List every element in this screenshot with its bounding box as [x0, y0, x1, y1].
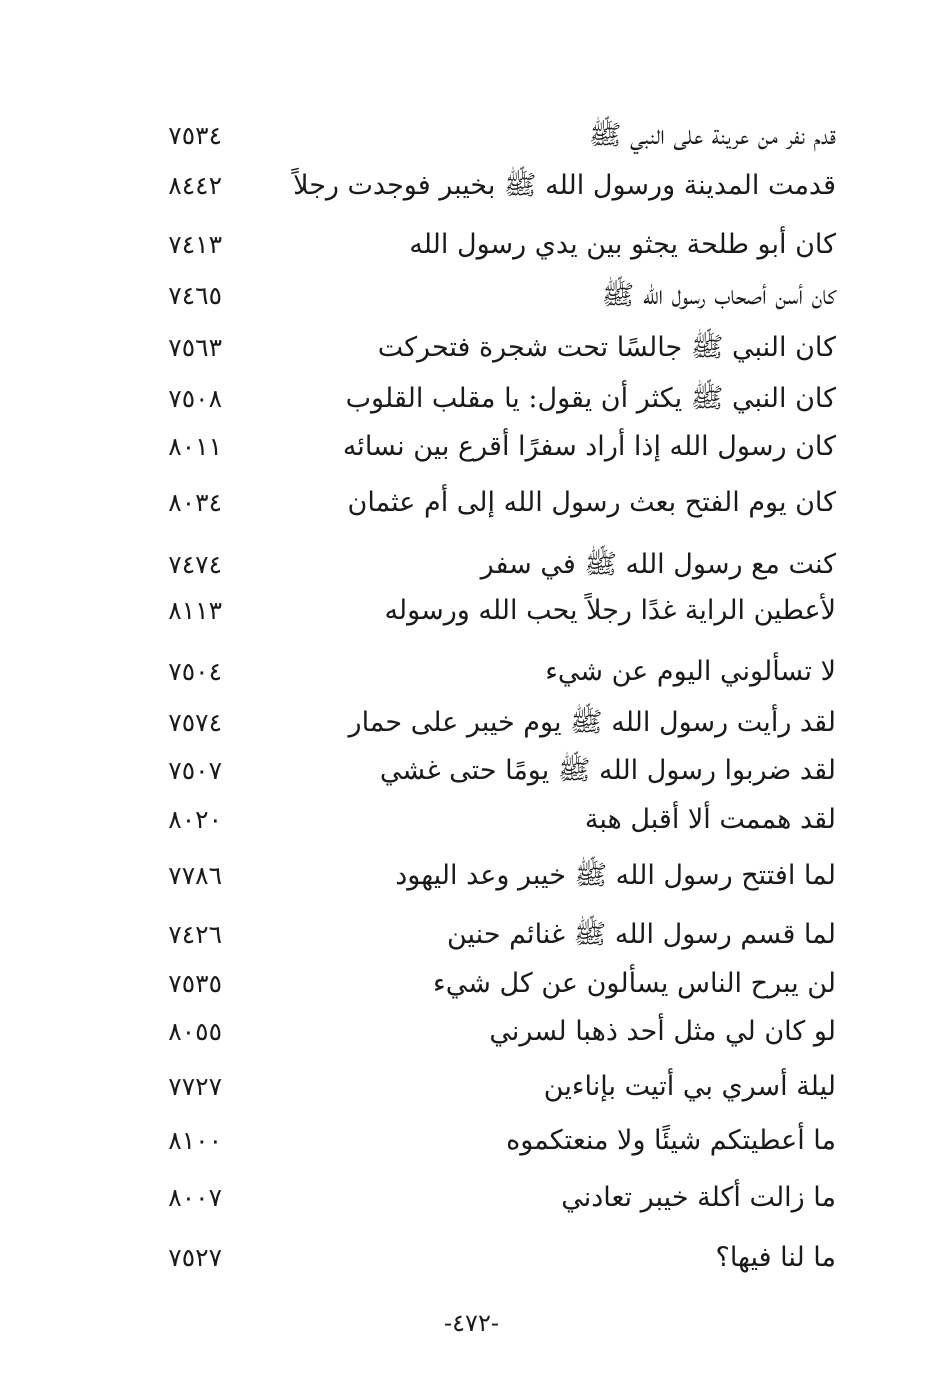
index-entry — [0, 649, 943, 695]
page-number: -٤٧٢- — [444, 1309, 499, 1337]
hadith-number: ٧٤٧٤ — [168, 550, 222, 579]
hadith-opening-text: لقد رأيت رسول الله ﷺ يوم خيبر على حمار — [348, 707, 836, 738]
hadith-number: ٨٠٥٥ — [168, 1017, 222, 1046]
index-entry — [0, 853, 943, 899]
index-entry — [0, 273, 943, 319]
hadith-opening-text: لما قسم رسول الله ﷺ غنائم حنين — [446, 919, 836, 950]
index-entry — [0, 961, 943, 1007]
hadith-opening-text: لن يبرح الناس يسألون عن كل شيء — [433, 968, 836, 999]
hadith-opening-text: كان رسول الله إذا أراد سفرًا أقرع بين نسائه — [342, 431, 836, 462]
index-entry — [0, 1009, 943, 1055]
hadith-number: ٨٤٤٢ — [168, 171, 222, 200]
hadith-number: ٧٥٧٤ — [168, 708, 222, 737]
hadith-opening-text: لما افتتح رسول الله ﷺ خيبر وعد اليهود — [395, 860, 836, 891]
index-entry — [0, 325, 943, 371]
index-entry — [0, 480, 943, 526]
hadith-number: ٨٠٣٤ — [168, 488, 222, 517]
index-entry — [0, 1235, 943, 1281]
hadith-opening-text: لقد هممت ألا أقبل هبة — [584, 804, 836, 835]
hadith-opening-text: ليلة أسري بي أتيت بإناءين — [543, 1071, 836, 1102]
index-entry — [0, 912, 943, 958]
hadith-opening-text: لقد ضربوا رسول الله ﷺ يومًا حتى غشي — [379, 755, 836, 786]
index-entry — [0, 163, 943, 209]
index-entry — [0, 542, 943, 588]
hadith-number: ٨١٠٠ — [168, 1126, 222, 1155]
hadith-opening-text: لأعطين الراية غدًا رجلاً يحب الله ورسوله — [384, 595, 836, 626]
hadith-number: ٧٥٠٨ — [168, 384, 222, 413]
hadith-opening-text: قدمت المدينة ورسول الله ﷺ بخيبر فوجدت رجلاً — [293, 170, 836, 201]
hadith-opening-text: ما زالت أكلة خيبر تعادني — [561, 1182, 836, 1213]
hadith-number: ٧٤٢٦ — [168, 920, 222, 949]
index-entry — [0, 424, 943, 470]
hadith-number: ٨١١٣ — [168, 596, 222, 625]
hadith-number: ٨٠٠٧ — [168, 1183, 222, 1212]
hadith-opening-text: ما أعطيتكم شيئًا ولا منعتكموه — [506, 1125, 836, 1156]
hadith-opening-text: ما لنا فيها؟ — [715, 1242, 836, 1273]
hadith-number: ٧٤٦٥ — [168, 281, 222, 310]
index-entry — [0, 748, 943, 794]
hadith-opening-text: كان النبي ﷺ جالسًا تحت شجرة فتحركت — [377, 332, 836, 363]
hadith-opening-text: قدم نفر من عرينة على النبي ﷺ — [588, 120, 836, 151]
hadith-opening-text: كان يوم الفتح بعث رسول الله إلى أم عثمان — [347, 487, 836, 518]
index-entry — [0, 797, 943, 843]
index-entry — [0, 700, 943, 746]
hadith-opening-text: كان أسن أصحاب رسول الله ﷺ — [601, 280, 836, 311]
hadith-number: ٨٠١١ — [168, 432, 222, 461]
hadith-opening-text: كان النبي ﷺ يكثر أن يقول: يا مقلب القلوب — [345, 383, 836, 414]
hadith-number: ٧٥٣٥ — [168, 969, 222, 998]
index-entry — [0, 113, 943, 159]
index-entry — [0, 1118, 943, 1164]
hadith-opening-text: لو كان لي مثل أحد ذهبا لسرني — [489, 1016, 836, 1047]
hadith-number: ٧٥٢٧ — [168, 1243, 222, 1272]
hadith-number: ٧٧٨٦ — [168, 861, 222, 890]
hadith-number: ٧٧٢٧ — [168, 1072, 222, 1101]
hadith-opening-text: لا تسألوني اليوم عن شيء — [545, 656, 836, 687]
hadith-opening-text: كنت مع رسول الله ﷺ في سفر — [480, 549, 836, 580]
hadith-number: ٧٥٣٤ — [168, 121, 222, 150]
index-entry — [0, 1175, 943, 1221]
index-entry — [0, 588, 943, 634]
index-entry — [0, 1064, 943, 1110]
hadith-opening-text: كان أبو طلحة يجثو بين يدي رسول الله — [409, 229, 836, 260]
hadith-number: ٧٥٠٧ — [168, 756, 222, 785]
hadith-number: ٨٠٢٠ — [168, 805, 222, 834]
hadith-number: ٧٥٦٣ — [168, 333, 222, 362]
hadith-number: ٧٥٠٤ — [168, 657, 222, 686]
hadith-number: ٧٤١٣ — [168, 230, 222, 259]
index-entry — [0, 376, 943, 422]
index-entry — [0, 222, 943, 268]
